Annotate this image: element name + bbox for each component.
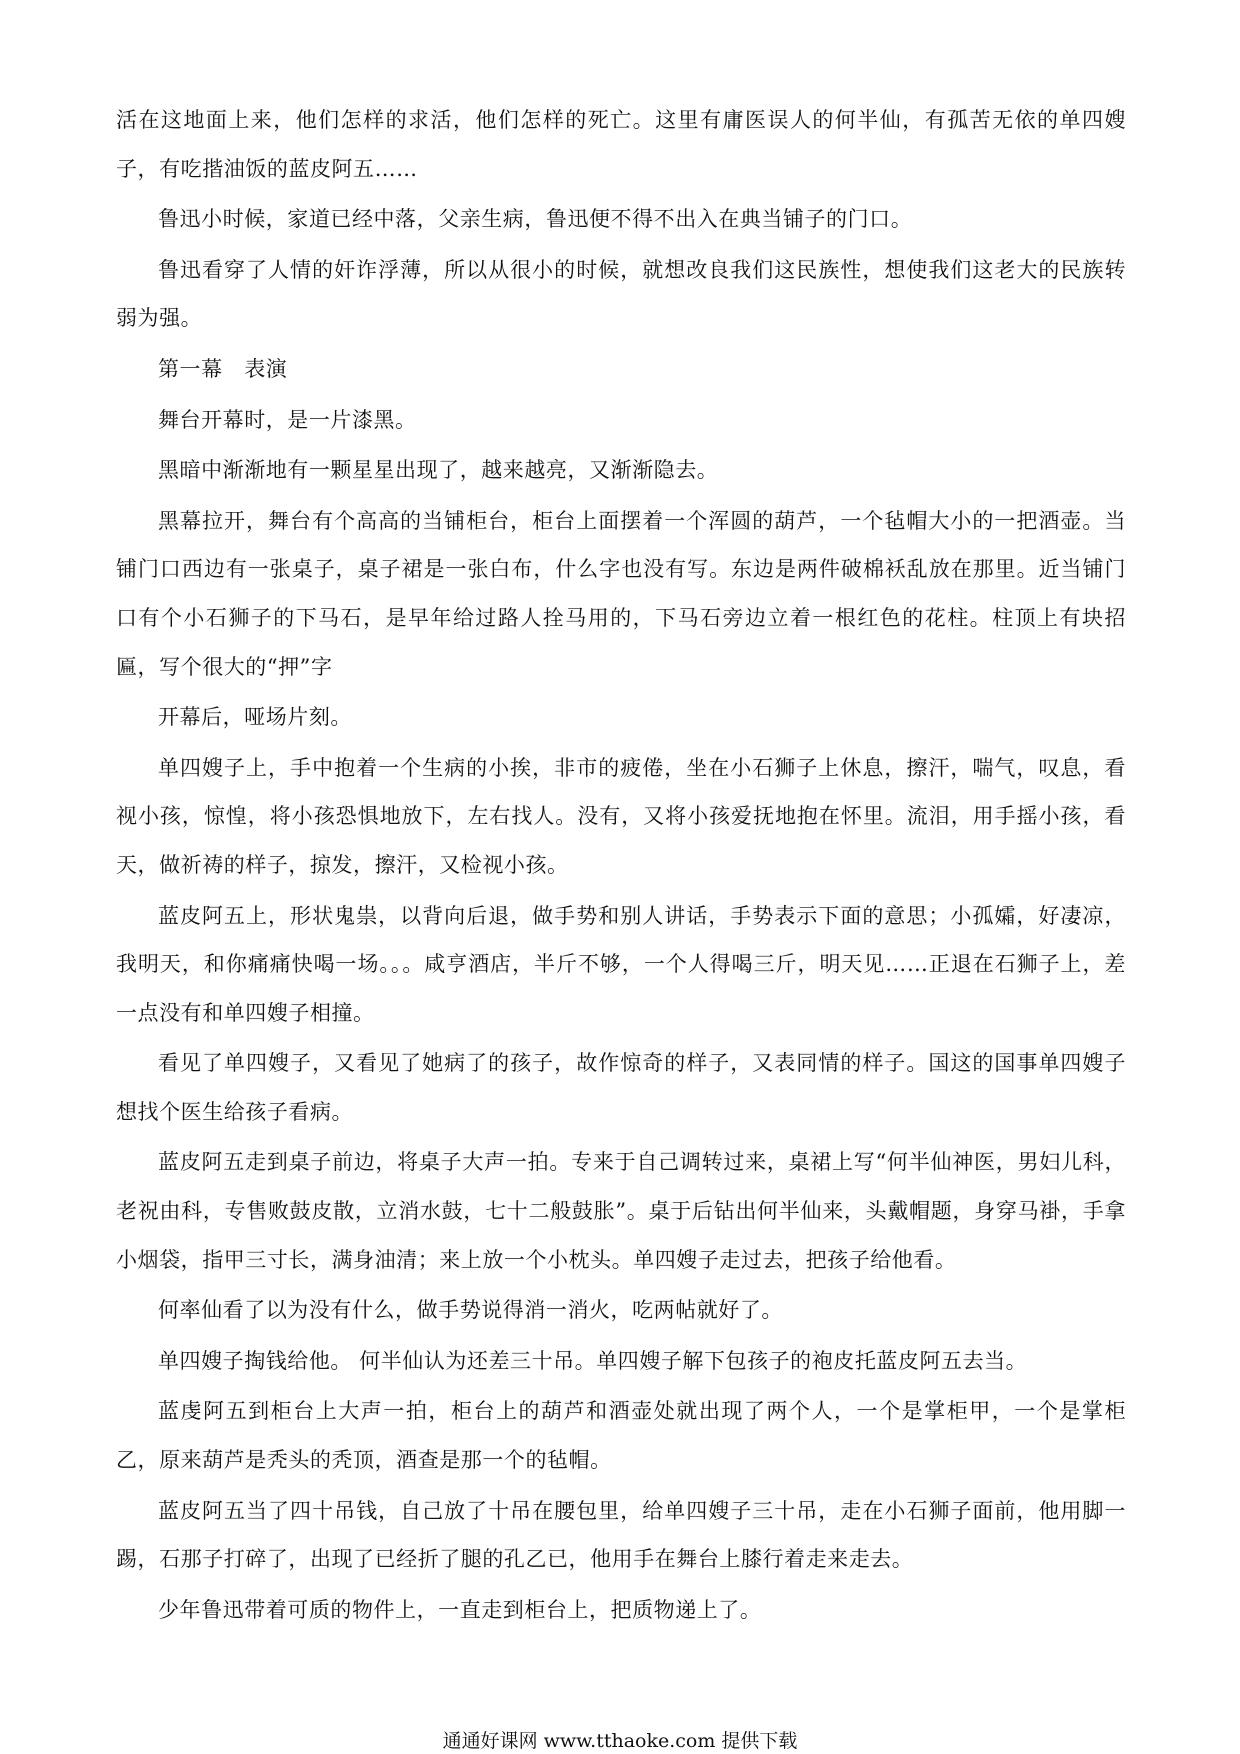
paragraph: 看见了单四嫂子，又看见了她病了的孩子，故作惊奇的样子，又表同情的样子。国这的国事单四嫂子想找个医生给孩子看病。 [116, 1051, 1126, 1124]
paragraph: 单四嫂子掏钱给他。 何半仙认为还差三十吊。单四嫂子解下包孩子的袍皮托蓝皮阿五去当。 [158, 1348, 1028, 1373]
paragraph: 何率仙看了以为没有什么，做手势说得消一消火，吃两帖就好了。 [158, 1298, 783, 1323]
paragraph: 黑幕拉开，舞台有个高高的当铺柜台，柜台上面摆着一个浑圆的葫芦，一个毡帽大小的一把酒壶。当铺门口西边有一张桌子，桌子裙是一张白布，什么字也没有写。东边是两件破棉袄乱放在那里。近当铺门口有个小石狮子的下马石，是早年给过路人拴马用的，下马石旁边立着一根红色的花柱。柱顶上有块招匾，写个很大的“押”字 [116, 508, 1126, 679]
paragraph: 蓝皮阿五走到桌子前边，将桌子大声一拍。专来于自己调转过来，桌裙上写“何半仙神医，男妇儿科，老祝由科，专售败鼓皮散，立消水鼓，七十二般鼓胀”。桌于后钻出何半仙来，头戴帽题，身穿马褂，手拿小烟袋，指甲三寸长，满身油清；来上放一个小枕头。单四嫂子走过去，把孩子给他看。 [116, 1150, 1126, 1272]
page-footer: 通通好课网 www.tthaoke.com 提供下载 [442, 1730, 798, 1752]
paragraph: 蓝皮阿五上，形状鬼祟，以背向后退，做手势和别人讲话，手势表示下面的意思；小孤孀，好凄凉，我明天，和你痛痛快喝一场。。。咸亨酒店，半斤不够，一个人得喝三斤，明天见……正退在石狮子上，差一点没有和单四嫂子相撞。 [116, 903, 1126, 1025]
paragraph: 舞台开幕时，是一片漆黑。 [158, 407, 417, 432]
paragraph: 蓝皮阿五当了四十吊钱，自己放了十吊在腰包里，给单四嫂子三十吊，走在小石狮子面前，他用脚一踢，石那子打碎了，出现了已经折了腿的孔乙已，他用手在舞台上膝行着走来走去。 [116, 1498, 1126, 1572]
paragraph: 开幕后，哑场片刻。 [158, 705, 352, 730]
paragraph: 活在这地面上来，他们怎样的求活，他们怎样的死亡。这里有庸医误人的何半仙，有孤苦无依的单四嫂子，有吃揩油饭的蓝皮阿五…… [116, 108, 1126, 181]
paragraph: 单四嫂子上，手中抱着一个生病的小挨，非市的疲倦，坐在小石狮子上休息，擦汗，喘气，叹息，看视小孩，惊惶，将小孩恐惧地放下，左右找人。没有，又将小孩爱抚地抱在怀里。流泪，用手摇小孩，看天，做祈祷的样子，掠发，擦汗，又检视小孩。 [116, 755, 1126, 877]
paragraph: 鲁迅小时候，家道已经中落，父亲生病，鲁迅便不得不出入在典当铺子的门口。 [158, 207, 913, 232]
document-body [116, 96, 1126, 1636]
paragraph: 鲁迅看穿了人情的奸诈浮薄，所以从很小的时候，就想改良我们这民族性，想使我们这老大的民族转弱为强。 [116, 257, 1126, 331]
section-heading: 第一幕 表演 [158, 356, 288, 381]
paragraph: 蓝虔阿五到柜台上大声一拍，柜台上的葫芦和酒壶处就出现了两个人，一个是掌柜甲，一个是掌柜乙，原来葫芦是秃头的秃顶，酒查是那一个的毡帽。 [116, 1399, 1126, 1473]
paragraph: 少年鲁迅带着可质的物件上，一直走到柜台上，把质物递上了。 [158, 1597, 762, 1622]
paragraph: 黑暗中渐渐地有一颗星星出现了，越来越亮，又渐渐隐去。 [158, 458, 719, 483]
